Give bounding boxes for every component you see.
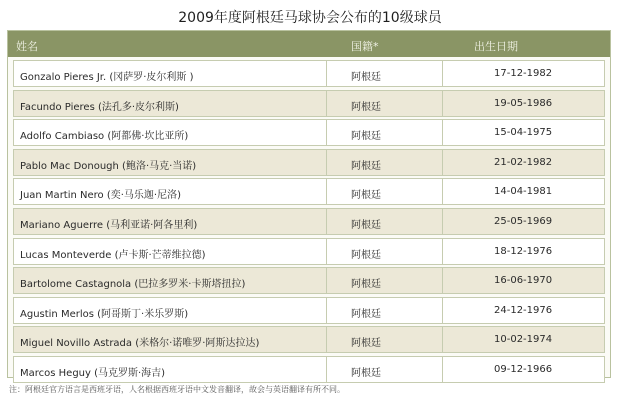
nationality-cell: 阿根廷	[351, 161, 381, 172]
table-row	[13, 90, 605, 117]
header-birth-date: 出生日期	[474, 40, 518, 53]
name-cell: Adolfo Cambiaso (阿都佛·坎比亚所)	[20, 131, 189, 142]
table-row	[13, 60, 605, 87]
birth-date-cell: 25-05-1969	[494, 216, 553, 227]
nationality-cell: 阿根廷	[351, 131, 381, 142]
column-divider	[326, 327, 327, 352]
birth-date-cell: 21-02-1982	[494, 157, 553, 168]
table-row	[13, 356, 605, 383]
header-nationality: 国籍*	[351, 40, 379, 53]
column-divider	[326, 298, 327, 323]
column-divider	[442, 268, 443, 293]
column-divider	[442, 91, 443, 116]
nationality-cell: 阿根廷	[351, 368, 381, 379]
column-divider	[442, 61, 443, 86]
nationality-cell: 阿根廷	[351, 190, 381, 201]
table-row	[13, 297, 605, 324]
birth-date-cell: 14-04-1981	[494, 186, 553, 197]
nationality-cell: 阿根廷	[351, 220, 381, 231]
column-divider	[442, 239, 443, 264]
birth-date-cell: 17-12-1982	[494, 68, 553, 79]
column-divider	[326, 357, 327, 382]
table-row	[13, 149, 605, 176]
column-divider	[326, 179, 327, 204]
players-table	[7, 30, 611, 378]
table-row	[13, 208, 605, 235]
table-row	[13, 267, 605, 294]
column-divider	[326, 150, 327, 175]
column-divider	[442, 209, 443, 234]
column-divider	[442, 150, 443, 175]
column-divider	[442, 120, 443, 145]
name-cell: Facundo Pieres (法孔多·皮尔利斯)	[20, 102, 179, 113]
birth-date-cell: 16-06-1970	[494, 275, 553, 286]
column-divider	[442, 327, 443, 352]
column-divider	[326, 91, 327, 116]
column-divider	[326, 268, 327, 293]
nationality-cell: 阿根廷	[351, 279, 381, 290]
nationality-cell: 阿根廷	[351, 309, 381, 320]
table-row	[13, 119, 605, 146]
table-row	[13, 238, 605, 265]
column-divider	[326, 120, 327, 145]
name-cell: Lucas Monteverde (卢卡斯·芒蒂维拉德)	[20, 250, 206, 261]
table-row	[13, 326, 605, 353]
name-cell: Gonzalo Pieres Jr. (冈萨罗·皮尔利斯 )	[20, 72, 194, 83]
header-name: 姓名	[16, 40, 38, 53]
nationality-cell: 阿根廷	[351, 338, 381, 349]
page-title: 2009年度阿根廷马球协会公布的10级球员	[178, 10, 442, 26]
nationality-cell: 阿根廷	[351, 250, 381, 261]
column-divider	[326, 239, 327, 264]
column-divider	[442, 298, 443, 323]
column-divider	[442, 357, 443, 382]
name-cell: Agustin Merlos (阿哥斯丁·米乐罗斯)	[20, 309, 189, 320]
table-row	[13, 178, 605, 205]
name-cell: Bartolome Castagnola (巴拉多罗米·卡斯塔扭拉)	[20, 279, 246, 290]
name-cell: Pablo Mac Donough (鲍洛·马克·当诺)	[20, 161, 197, 172]
birth-date-cell: 10-02-1974	[494, 334, 553, 345]
footnote: 注：阿根廷官方语言是西班牙语，人名根据西班牙语中文发音翻译，故会与英语翻译有所不同。	[9, 385, 345, 394]
name-cell: Marcos Heguy (马克罗斯·海吉)	[20, 368, 166, 379]
column-divider	[326, 61, 327, 86]
name-cell: Mariano Aguerre (马利亚诺·阿各里利)	[20, 220, 198, 231]
nationality-cell: 阿根廷	[351, 72, 381, 83]
birth-date-cell: 15-04-1975	[494, 127, 553, 138]
birth-date-cell: 24-12-1976	[494, 305, 553, 316]
birth-date-cell: 18-12-1976	[494, 246, 553, 257]
column-divider	[326, 209, 327, 234]
nationality-cell: 阿根廷	[351, 102, 381, 113]
column-divider	[442, 179, 443, 204]
name-cell: Miguel Novillo Astrada (米格尔·诺唯罗·阿斯达拉达)	[20, 338, 260, 349]
birth-date-cell: 09-12-1966	[494, 364, 553, 375]
table-header	[8, 31, 610, 57]
birth-date-cell: 19-05-1986	[494, 98, 553, 109]
name-cell: Juan Martin Nero (奕·马乐迦·尼洛)	[20, 190, 181, 201]
